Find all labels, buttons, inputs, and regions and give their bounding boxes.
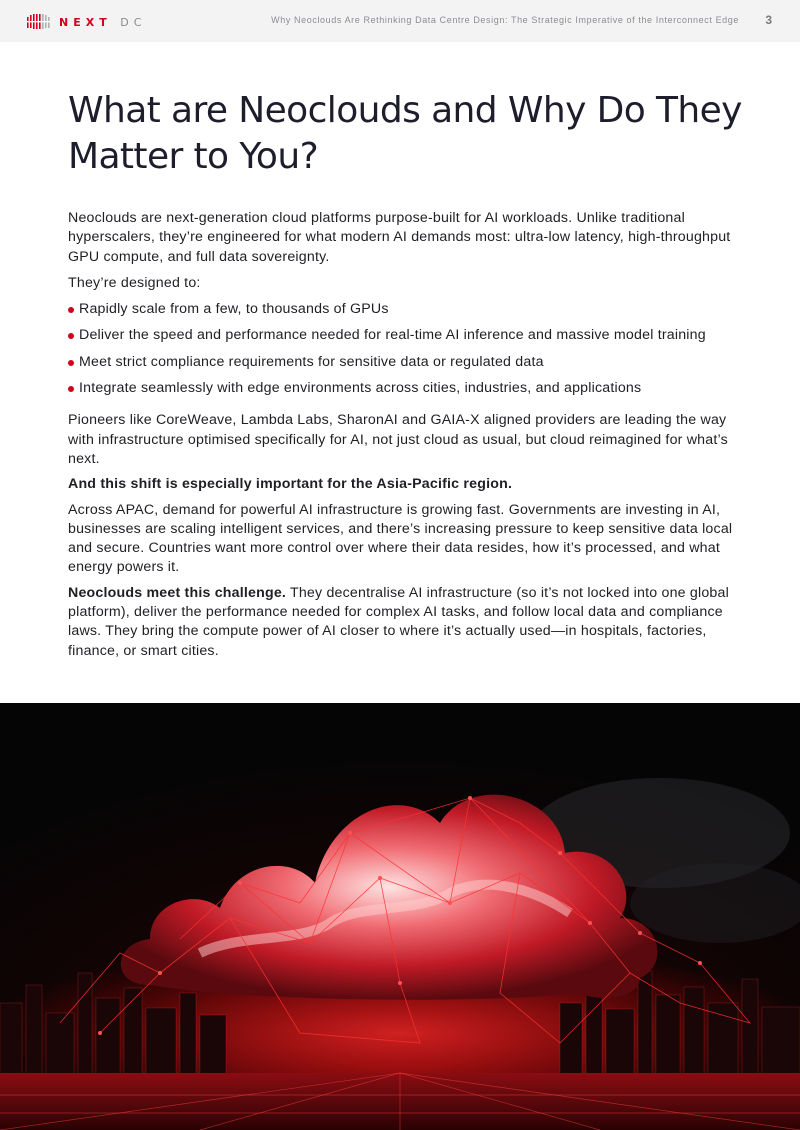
logo-next: NEXT xyxy=(59,15,112,29)
logo-dc: DC xyxy=(120,15,147,29)
bullet-text: Rapidly scale from a few, to thousands of GPUs xyxy=(79,301,389,318)
challenge-paragraph xyxy=(68,584,734,661)
nextdc-logo-icon xyxy=(27,14,51,30)
red-dot-bullet-icon xyxy=(68,386,74,392)
bullet-text: Integrate seamlessly with edge environments across cities, industries, and applications xyxy=(79,380,642,397)
list-item xyxy=(68,353,734,372)
list-item xyxy=(68,300,734,319)
bullet-list xyxy=(68,300,734,398)
challenge-text: They decentralise AI infrastructure (so it’s not locked into one global platform), deliver the performance needed for complex AI tasks, and follow local data and compliance laws. They bring the compute power of AI closer to where it’s actually used—in hospitals, factories, finance, or smart cities. xyxy=(68,584,729,659)
list-item xyxy=(68,379,734,398)
intro-paragraph: Neoclouds are next-generation cloud platforms purpose-built for AI workloads. Unlike traditional hyperscalers, they’re engineered for what modern AI demands most: ultra-low latency, high-throughput GPU compute, and full data sovereignty. xyxy=(68,210,731,265)
body-content xyxy=(68,209,734,667)
bullet-text: Meet strict compliance requirements for sensitive data or regulated data xyxy=(79,353,544,370)
header-bar xyxy=(0,0,800,42)
red-dot-bullet-icon xyxy=(68,333,74,339)
hero-image xyxy=(0,703,800,1130)
neon-cloud-city-illustration xyxy=(0,703,800,1130)
red-dot-bullet-icon xyxy=(68,307,74,313)
challenge-lead: Neoclouds meet this challenge. xyxy=(68,584,287,601)
logo-wordmark xyxy=(59,16,146,29)
red-dot-bullet-icon xyxy=(68,360,74,366)
page-number: 3 xyxy=(765,13,772,27)
designed-to-label: They’re designed to: xyxy=(68,274,201,291)
bullet-text: Deliver the speed and performance needed for real-time AI inference and massive model training xyxy=(79,327,706,344)
apac-highlight: And this shift is especially important for the Asia-Pacific region. xyxy=(68,476,513,493)
nextdc-logo[interactable] xyxy=(27,13,146,31)
apac-paragraph: Across APAC, demand for powerful AI infrastructure is growing fast. Governments are investing in AI, businesses are scaling intelligent services, and there’s increasing pressure to keep sensitive data local and secure. Countries want more control over where their data resides, how it’s processed, and what energy powers it. xyxy=(68,501,733,576)
page-heading: What are Neoclouds and Why Do They Matter to You? xyxy=(68,90,742,177)
list-item xyxy=(68,326,734,345)
pioneers-paragraph: Pioneers like CoreWeave, Lambda Labs, SharonAI and GAIA-X aligned providers are leading the way with infrastructure optimised specifically for AI, not just cloud as usual, but cloud reimagined for what’s next. xyxy=(68,412,728,467)
document-title: Why Neoclouds Are Rethinking Data Centre Design: The Strategic Imperative of the Interconnect Edge xyxy=(271,15,739,25)
